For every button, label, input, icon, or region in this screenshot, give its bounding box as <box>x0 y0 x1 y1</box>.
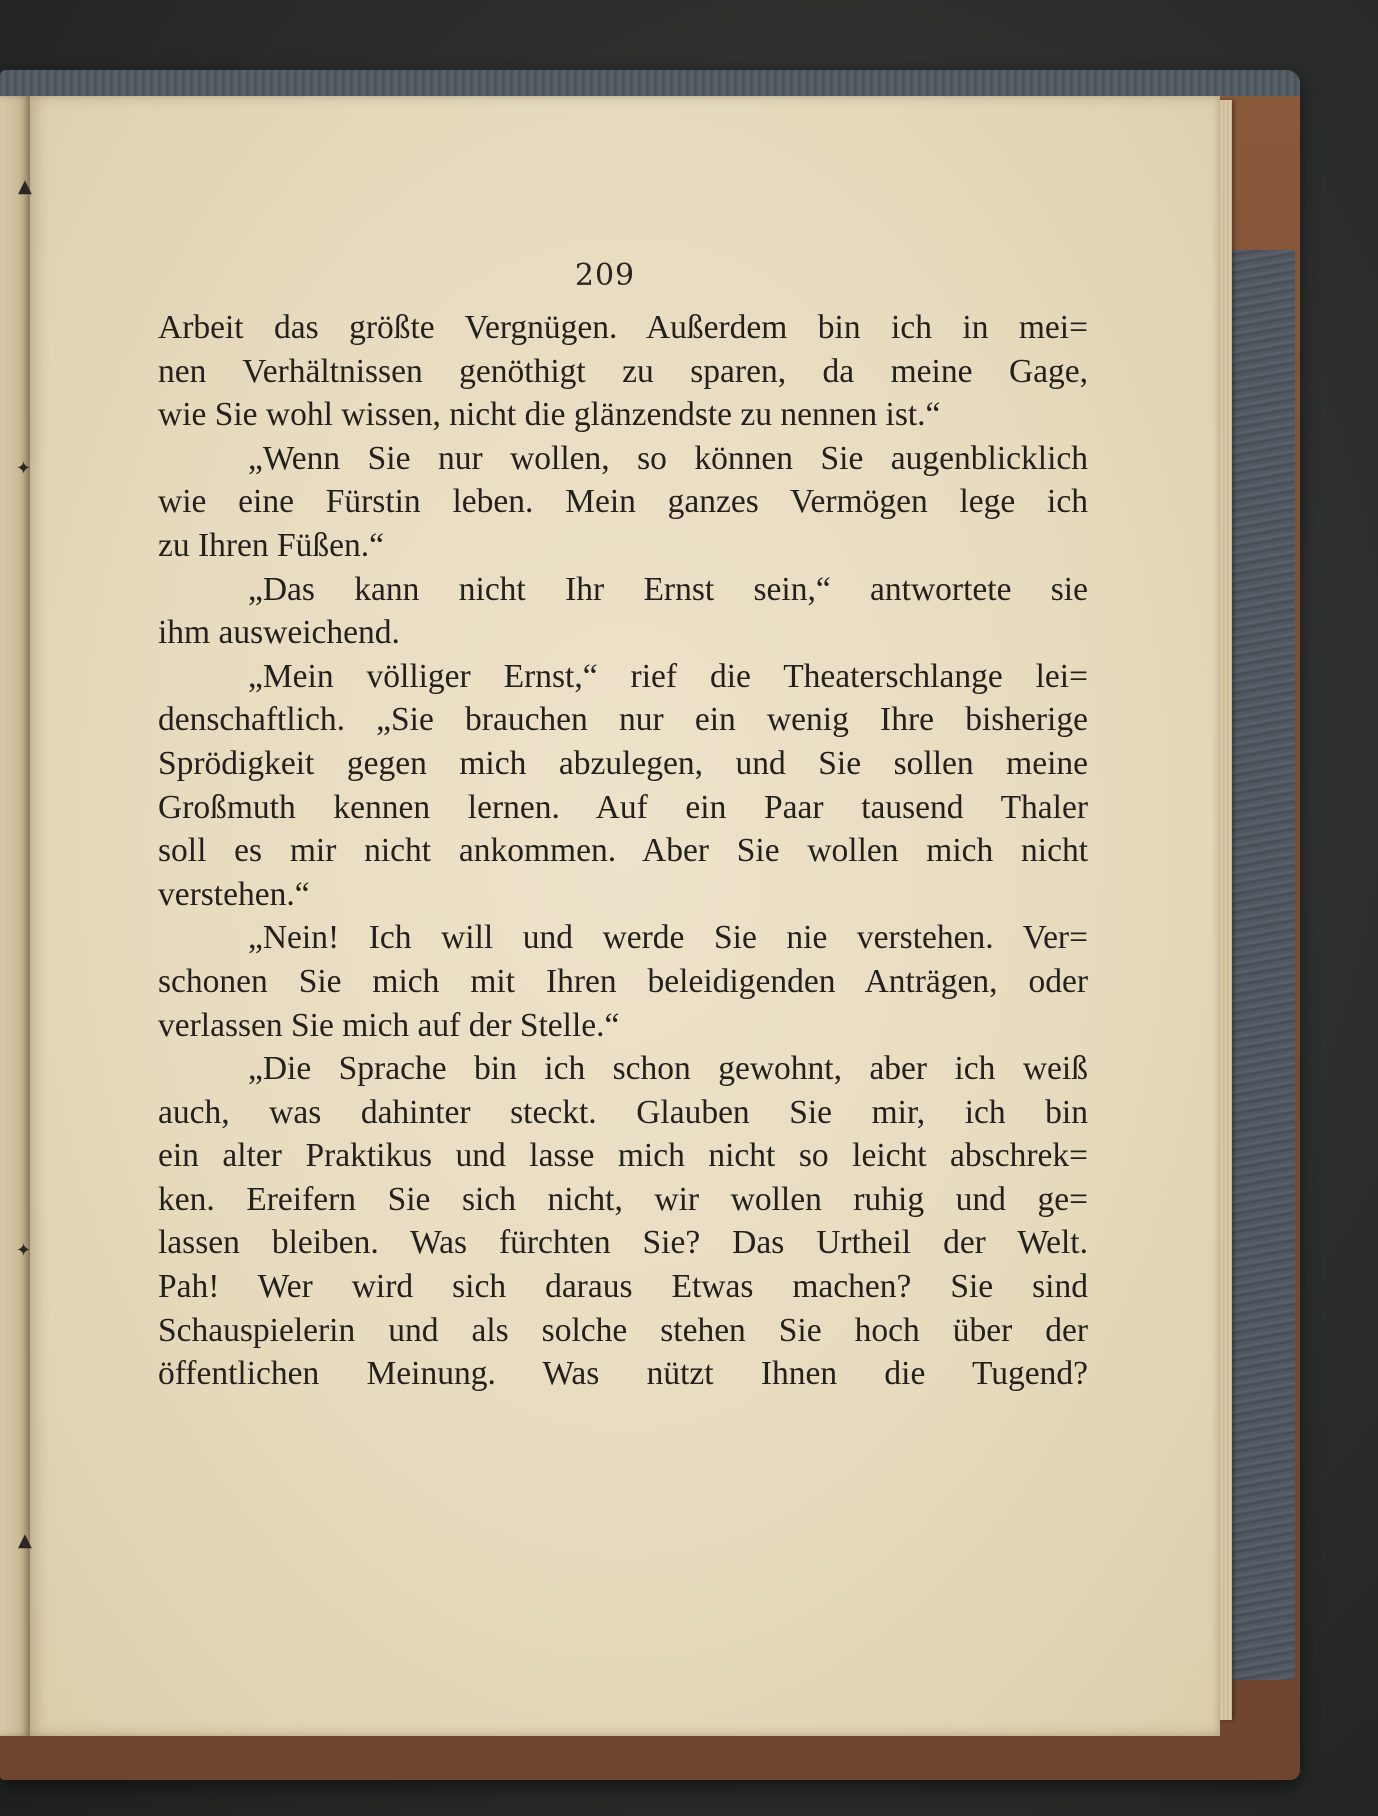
book-page <box>30 96 1220 1736</box>
text-line: zu Ihren Füßen.“ <box>158 526 385 564</box>
text-line: schonen Sie mich mit Ihren beleidigenden Anträgen, oder <box>158 962 1088 1000</box>
text-line: Sprödigkeit gegen mich abzulegen, und Sie sollen meine <box>158 744 1088 782</box>
binding-mark-icon: ▲ <box>18 1530 32 1551</box>
binding-mark-icon: ▲ <box>18 176 32 197</box>
text-line: „Nein! Ich will und werde Sie nie verstehen. Ver= <box>248 919 1088 957</box>
text-line: Großmuth kennen lernen. Auf ein Paar tausend Thaler <box>158 788 1088 826</box>
text-line: denschaftlich. „Sie brauchen nur ein wenig Ihre bisherige <box>158 701 1088 739</box>
cover-cloth-top <box>0 70 1300 96</box>
text-line: Pah! Wer wird sich daraus Etwas machen? Sie sind <box>158 1268 1088 1306</box>
text-line: Schauspielerin und als solche stehen Sie hoch über der <box>158 1311 1088 1349</box>
facing-page-edge <box>0 96 30 1736</box>
text-line: auch, was dahinter steckt. Glauben Sie mir, ich bin <box>158 1093 1088 1131</box>
body-text <box>158 306 1088 1396</box>
text-line: verlassen Sie mich auf der Stelle.“ <box>158 1006 620 1044</box>
text-line: ken. Ereifern Sie sich nicht, wir wollen ruhig und ge= <box>158 1180 1088 1218</box>
page-number: 209 <box>574 258 636 293</box>
text-line: soll es mir nicht ankommen. Aber Sie wollen mich nicht <box>158 832 1088 870</box>
text-line: „Das kann nicht Ihr Ernst sein,“ antwortete sie <box>248 570 1088 608</box>
text-line: wie eine Fürstin leben. Mein ganzes Vermögen lege ich <box>158 483 1088 521</box>
text-line: „Mein völliger Ernst,“ rief die Theaterschlange lei= <box>248 657 1088 695</box>
text-line: ein alter Praktikus und lasse mich nicht so leicht abschrek= <box>158 1137 1088 1175</box>
binding-mark-icon: ✦ <box>16 1240 32 1261</box>
text-line: ihm ausweichend. <box>158 614 400 652</box>
cover-cloth-edge <box>1225 250 1295 1680</box>
text-line: „Wenn Sie nur wollen, so können Sie augenblicklich <box>248 439 1088 477</box>
text-line: nen Verhältnissen genöthigt zu sparen, da meine Gage, <box>158 352 1088 390</box>
text-line: „Die Sprache bin ich schon gewohnt, aber ich weiß <box>248 1050 1088 1088</box>
text-line: wie Sie wohl wissen, nicht die glänzendste zu nennen ist.“ <box>158 396 941 434</box>
binding-mark-icon: ✦ <box>16 458 32 479</box>
text-line: Arbeit das größte Vergnügen. Außerdem bin ich in mei= <box>158 309 1088 346</box>
text-line: lassen bleiben. Was fürchten Sie? Das Urtheil der Welt. <box>158 1224 1088 1262</box>
text-line: öffentlichen Meinung. Was nützt Ihnen die Tugend? <box>158 1355 1088 1393</box>
text-line: verstehen.“ <box>158 875 310 913</box>
